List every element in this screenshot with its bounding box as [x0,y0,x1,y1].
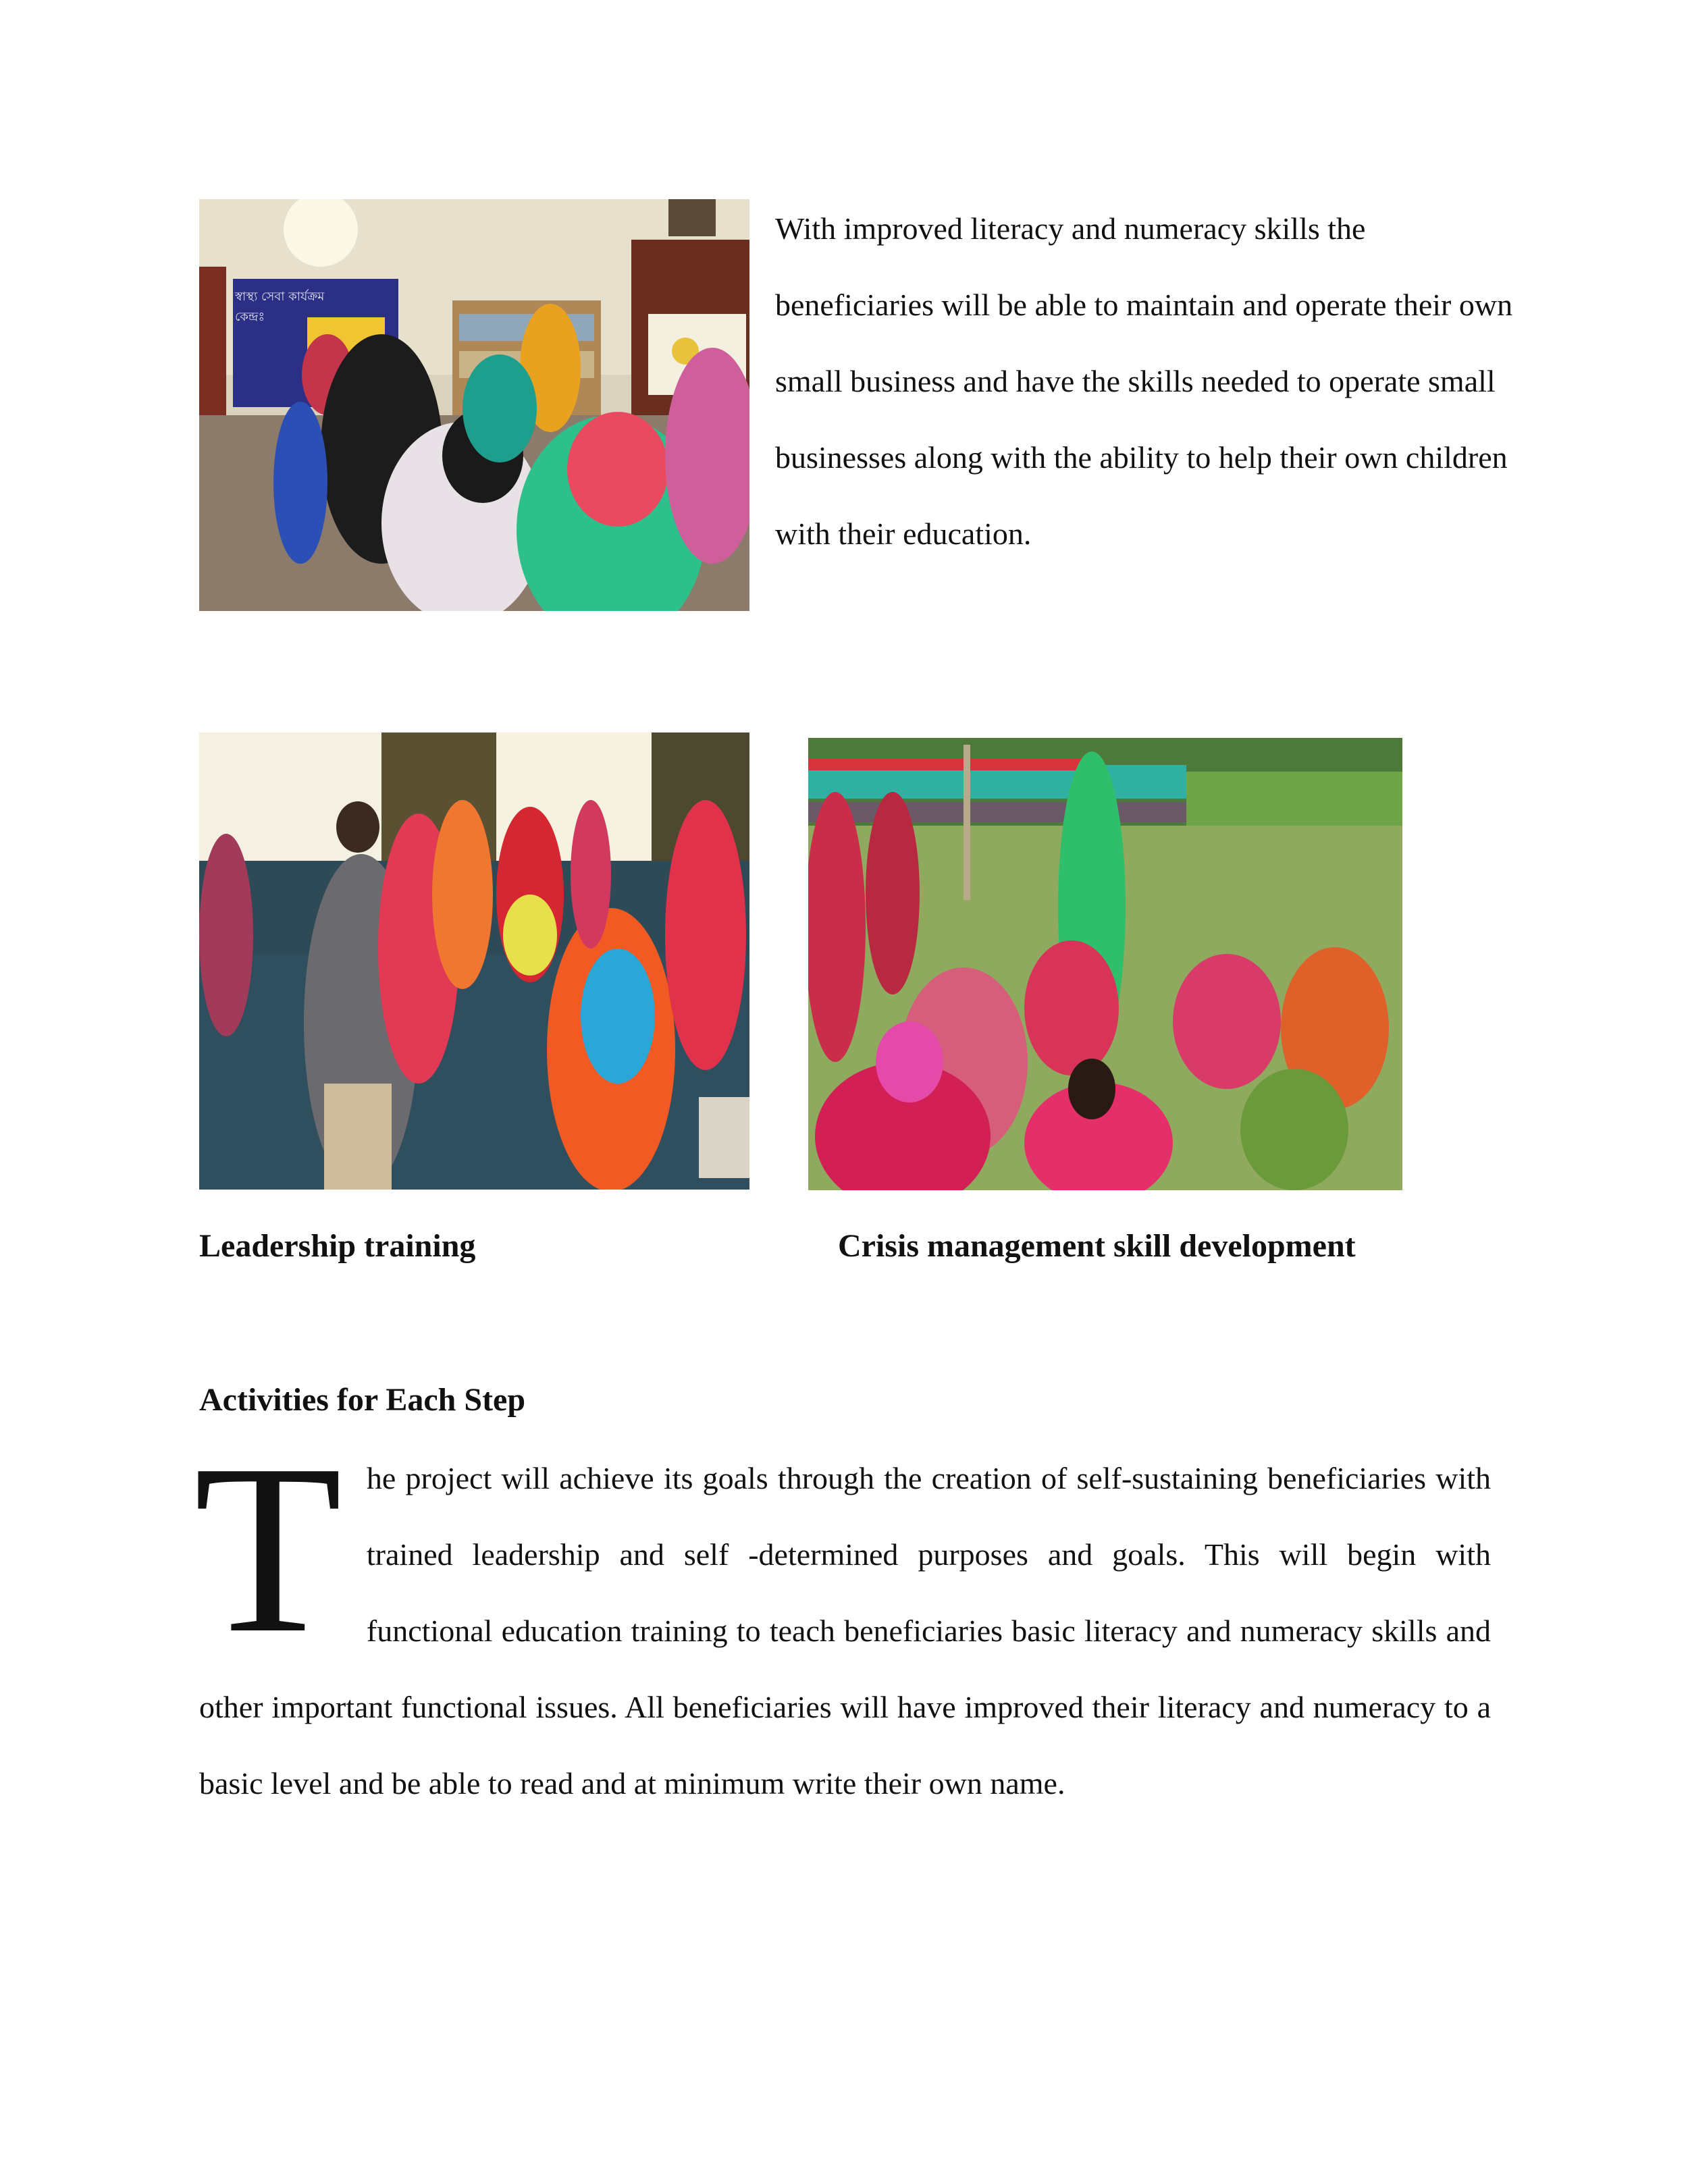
photo-banner-line-2: কেন্দ্রঃ [235,310,265,324]
section-heading: Activities for Each Step [199,1382,526,1418]
leadership-training-photo [199,733,749,1190]
section-paragraph-text: he project will achieve its goals through the creation of self-sustaining beneficiaries with trained leadership and self -determined purposes and goals. This will begin with functional education training to teach beneficiaries basic literacy and numeracy skills and other important functional issues. All beneficiaries will have improved their literacy and numeracy to a basic level and be able to read and at minimum write their own name. [199,1461,1491,1801]
drop-cap: T [194,1414,342,1683]
crisis-management-photo [808,738,1402,1190]
photo-banner-line-1: স্বাস্থ্য সেবা কার্যক্রম [235,290,325,304]
section-paragraph [194,1414,1491,1821]
crisis-management-caption: Crisis management skill development [838,1228,1356,1264]
photo-banner-text [235,287,400,327]
leadership-training-caption: Leadership training [199,1228,476,1264]
classroom-meeting-photo [199,199,749,611]
intro-paragraph: With improved literacy and numeracy skills the beneficiaries will be able to maintain and operate their own small business and have the skills needed to operate small businesses along with the ability to help their own children with their education. [775,211,1513,551]
